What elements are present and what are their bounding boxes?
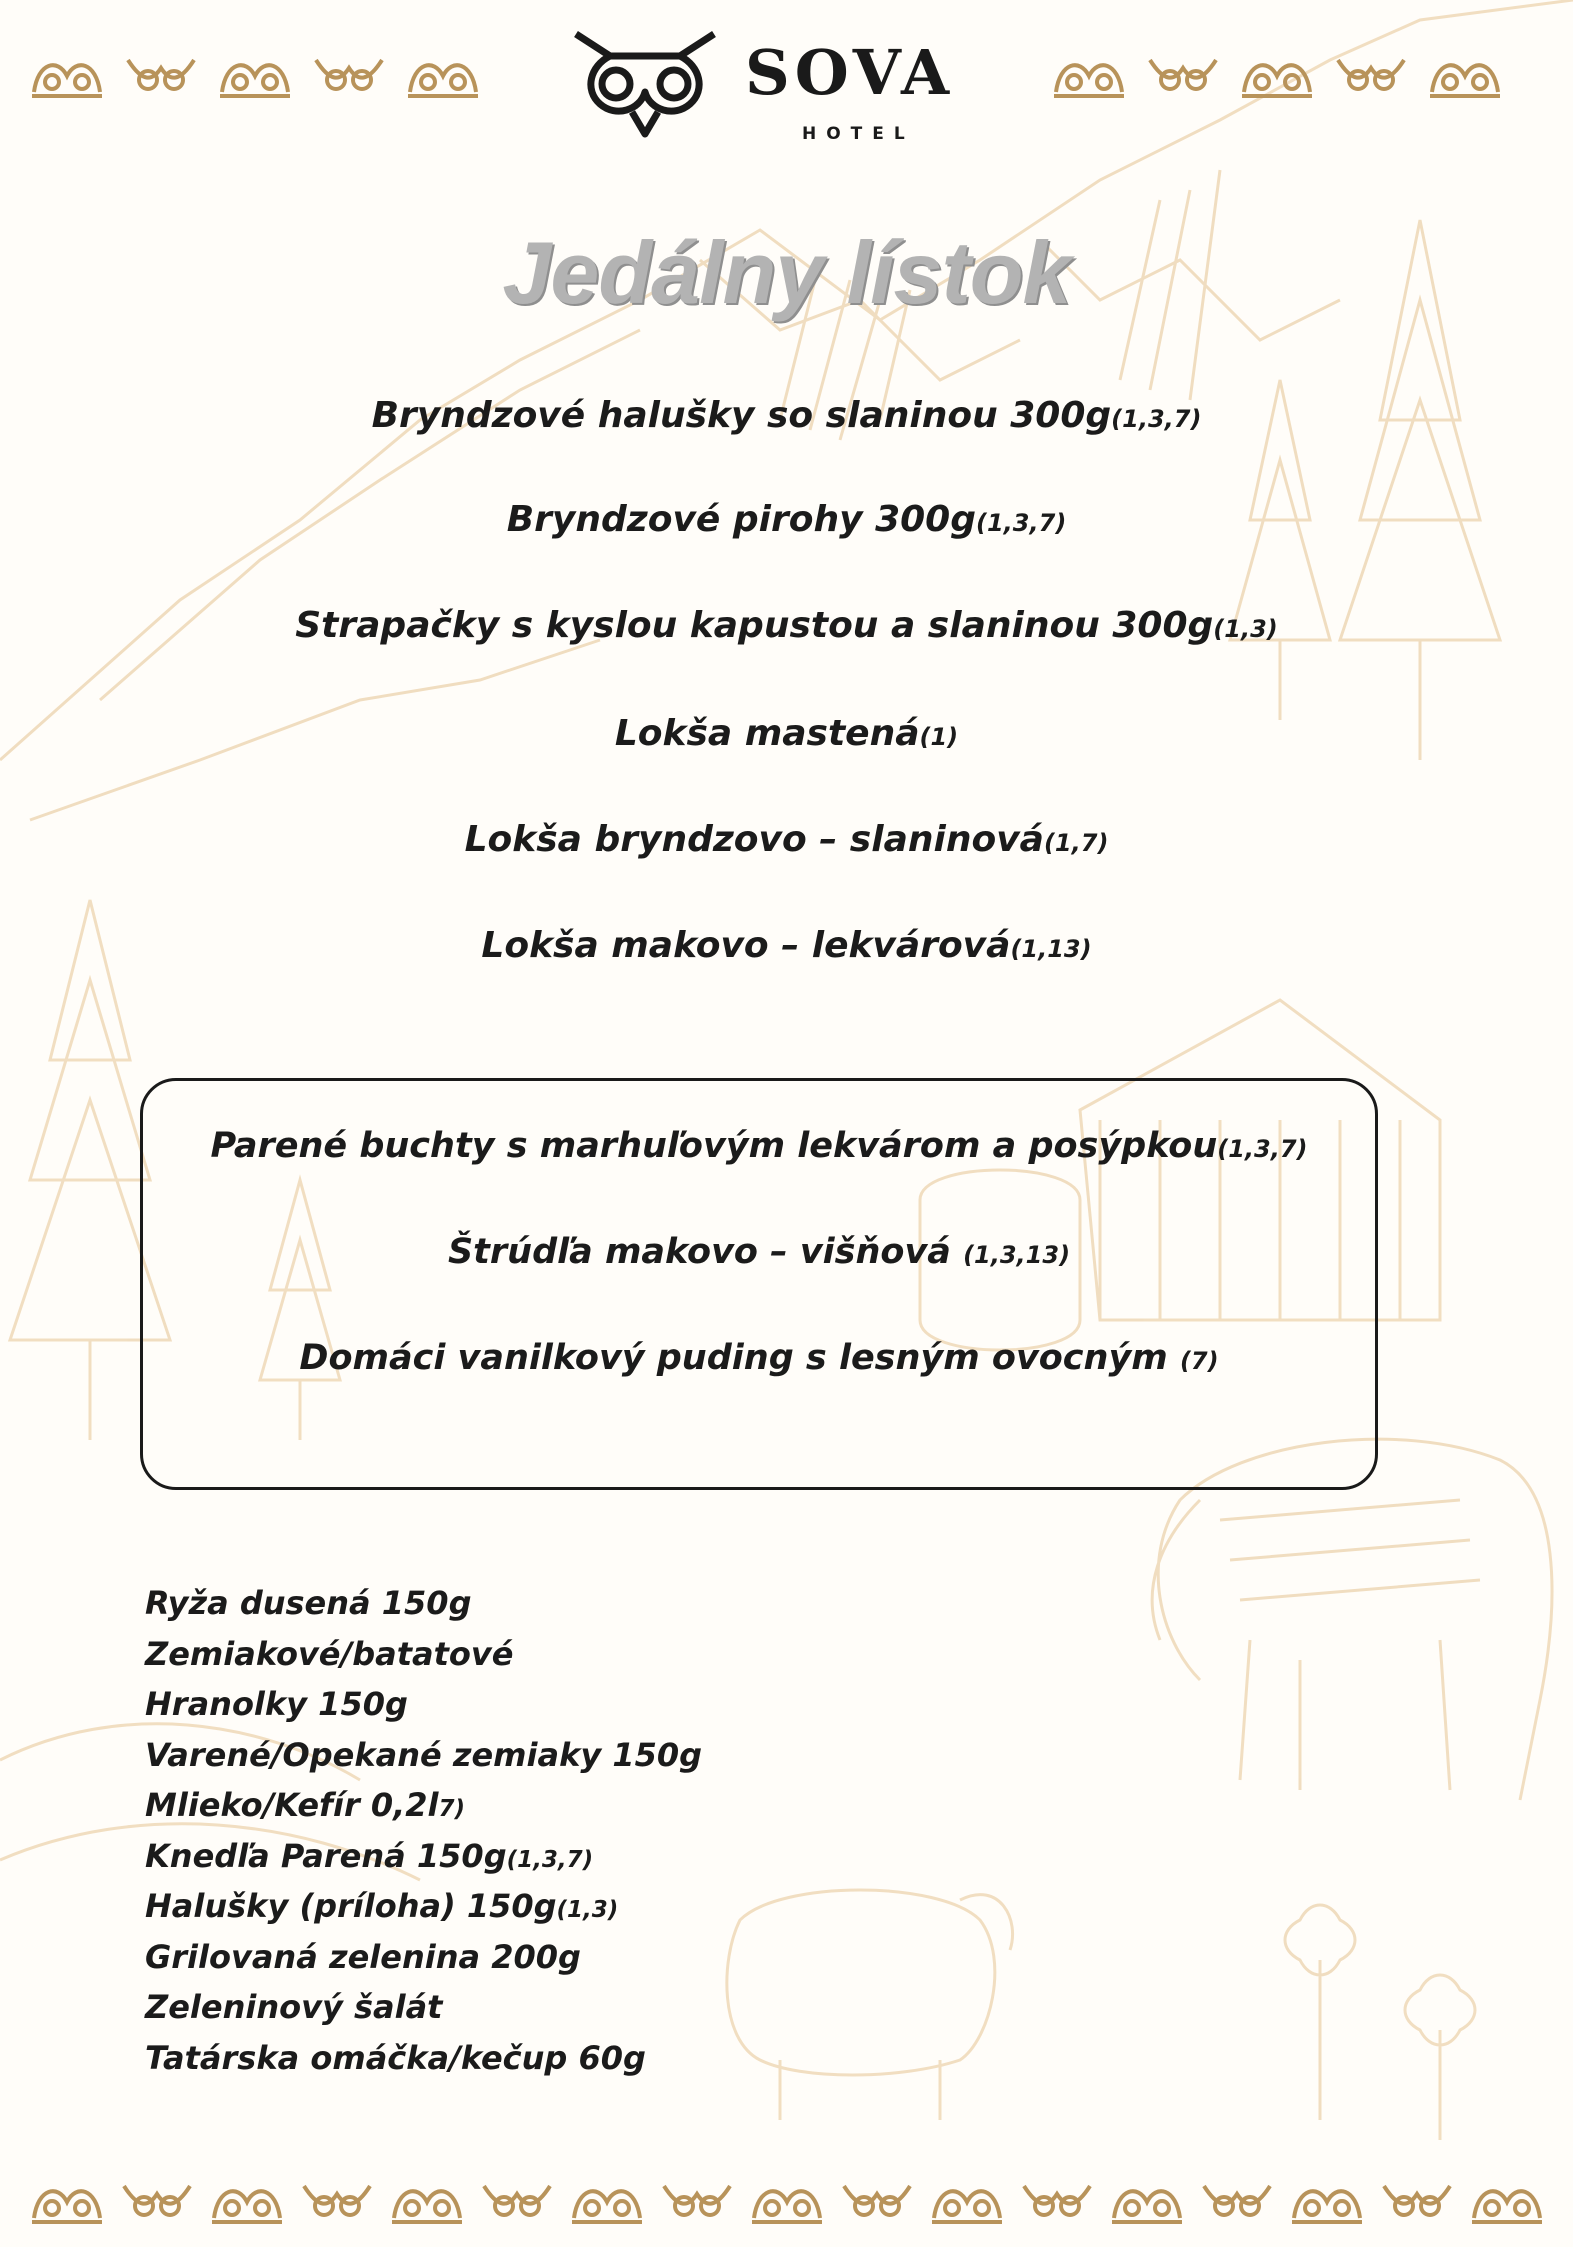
dish-allergens: (1,13) <box>1010 935 1092 963</box>
dish-name: Lokša makovo – lekvárová <box>481 925 1011 966</box>
swirl-ornament-icon <box>28 2178 106 2226</box>
swirl-ornament-icon <box>928 2178 1006 2226</box>
side-dish-name: Ryža dusená 150g <box>145 1584 472 1622</box>
side-dish-item <box>145 2035 845 2086</box>
dish-item <box>0 604 1573 651</box>
dish-allergens: (1) <box>919 723 959 751</box>
swirl-ornament-icon <box>310 52 388 100</box>
owl-icon <box>570 26 720 138</box>
dish-item <box>0 498 1573 545</box>
dish-item <box>0 924 1573 971</box>
side-dish-item <box>145 1934 845 1985</box>
side-dish-name: Halušky (príloha) 150g <box>145 1887 557 1925</box>
page-title: Jedálny lístok <box>502 223 1071 322</box>
swirl-ornament-icon <box>1108 2178 1186 2226</box>
swirl-ornament-icon <box>28 52 106 100</box>
dessert-item <box>140 1124 1378 1171</box>
swirl-ornament-icon <box>208 2178 286 2226</box>
side-dish-list <box>145 1580 845 2085</box>
side-dish-name: Varené/Opekané zemiaky 150g <box>145 1735 703 1774</box>
side-dish-item <box>145 1631 845 1682</box>
dessert-allergens: (1,3,7) <box>1217 1135 1308 1163</box>
brand-subtitle: HOTEL <box>802 124 915 144</box>
brand-name: SOVA <box>745 36 955 109</box>
dessert-item <box>140 1336 1378 1383</box>
side-dish-item <box>145 1681 845 1732</box>
side-dish-allergens: (1,3) <box>556 1897 619 1923</box>
swirl-ornament-icon <box>404 52 482 100</box>
swirl-ornament-icon <box>1238 52 1316 100</box>
dish-name: Strapačky s kyslou kapustou a slaninou 300g <box>295 605 1214 646</box>
dish-name: Bryndzové pirohy 300g <box>506 499 977 540</box>
swirl-ornament-icon <box>388 2178 466 2226</box>
swirl-ornament-icon <box>118 2178 196 2226</box>
ornament-row-top-left <box>28 52 482 100</box>
side-dish-item <box>145 1833 845 1884</box>
dish-item <box>0 712 1573 759</box>
side-dish-name: Hranolky 150g <box>145 1685 408 1723</box>
swirl-ornament-icon <box>298 2178 376 2226</box>
swirl-ornament-icon <box>1468 2178 1546 2226</box>
dessert-item <box>140 1230 1378 1277</box>
ornament-row-bottom <box>28 2178 1546 2226</box>
dessert-allergens: (1,3,13) <box>963 1241 1071 1269</box>
side-dish-item <box>145 1984 845 2035</box>
swirl-ornament-icon <box>1144 52 1222 100</box>
side-dish-name: Zemiakové/batatové <box>145 1634 514 1673</box>
dish-name: Lokša bryndzovo – slaninová <box>464 819 1044 860</box>
swirl-ornament-icon <box>1332 52 1410 100</box>
sova-hotel-logo <box>570 26 990 144</box>
side-dish-item <box>145 1580 845 1631</box>
ornament-row-top-right <box>1050 52 1504 100</box>
dish-name: Lokša mastená <box>614 713 920 754</box>
side-dish-item <box>145 1883 845 1934</box>
dessert-name: Štrúdľa makovo – višňová <box>447 1232 964 1272</box>
dish-allergens: (1,3) <box>1213 615 1278 643</box>
dish-allergens: (1,3,7) <box>976 509 1067 537</box>
swirl-ornament-icon <box>1288 2178 1366 2226</box>
swirl-ornament-icon <box>1018 2178 1096 2226</box>
swirl-ornament-icon <box>216 52 294 100</box>
dish-name: Bryndzové halušky so slaninou 300g <box>371 395 1112 436</box>
swirl-ornament-icon <box>1198 2178 1276 2226</box>
side-dish-name: Tatárska omáčka/kečup 60g <box>145 2038 646 2077</box>
swirl-ornament-icon <box>838 2178 916 2226</box>
dish-allergens: (1,7) <box>1043 829 1109 857</box>
swirl-ornament-icon <box>478 2178 556 2226</box>
swirl-ornament-icon <box>568 2178 646 2226</box>
swirl-ornament-icon <box>1426 52 1504 100</box>
side-dish-item <box>145 1782 845 1833</box>
swirl-ornament-icon <box>658 2178 736 2226</box>
side-dish-name: Grilovaná zelenina 200g <box>145 1937 581 1976</box>
dessert-name: Domáci vanilkový puding s lesným ovocným <box>299 1338 1180 1378</box>
side-dish-allergens: 7) <box>438 1796 466 1822</box>
side-dish-name: Zeleninový šalát <box>145 1988 443 2026</box>
side-dish-item <box>145 1732 845 1783</box>
swirl-ornament-icon <box>1378 2178 1456 2226</box>
side-dish-name: Mlieko/Kefír 0,2l <box>145 1786 439 1824</box>
dessert-allergens: (7) <box>1179 1347 1219 1375</box>
side-dish-name: Knedľa Parená 150g <box>145 1836 507 1875</box>
dish-item <box>0 394 1573 441</box>
side-dish-allergens: (1,3,7) <box>506 1846 594 1873</box>
swirl-ornament-icon <box>1050 52 1128 100</box>
dish-item <box>0 818 1573 865</box>
swirl-ornament-icon <box>748 2178 826 2226</box>
dessert-name: Parené buchty s marhuľovým lekvárom a posýpkou <box>210 1126 1218 1166</box>
dish-allergens: (1,3,7) <box>1111 405 1202 433</box>
swirl-ornament-icon <box>122 52 200 100</box>
